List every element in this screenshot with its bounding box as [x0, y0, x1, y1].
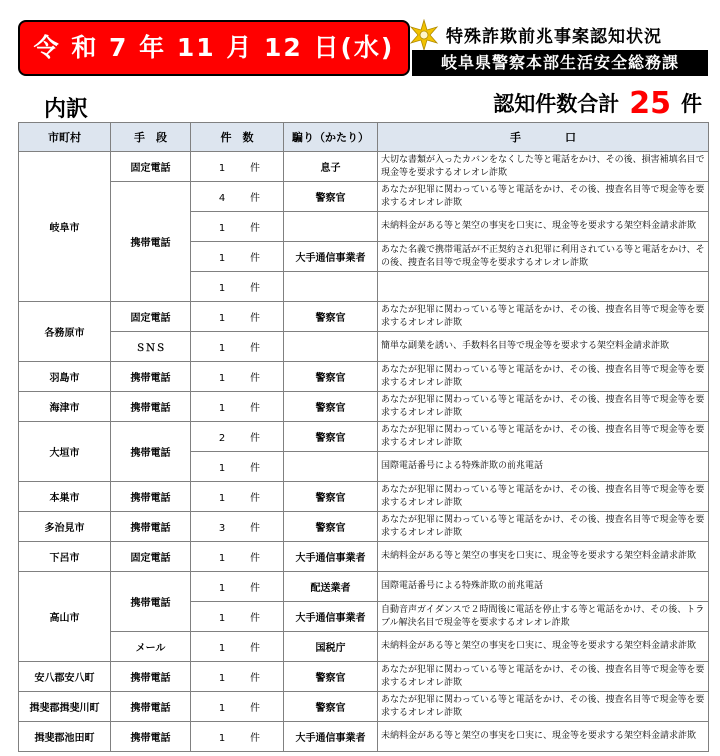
means-cell: 固定電話 [111, 542, 191, 572]
count-value: 1 [218, 583, 226, 594]
count-cell [191, 242, 284, 272]
means-cell: 携帯電話 [111, 182, 191, 302]
method-cell: 国際電話番号による特殊詐欺の前兆電話 [378, 572, 709, 602]
municipality-cell: 岐阜市 [19, 152, 111, 302]
count-value: 1 [218, 163, 226, 174]
count-unit: 件 [250, 343, 260, 354]
count-cell [191, 482, 284, 512]
impersonation-cell: 警察官 [284, 512, 378, 542]
count-unit: 件 [250, 733, 260, 744]
report-date: 令 和 7 年 11 月 12 日(水) [18, 20, 410, 76]
count-value: 1 [218, 313, 226, 324]
impersonation-cell [284, 332, 378, 362]
count-cell [191, 602, 284, 632]
table-row [19, 302, 709, 332]
municipality-cell: 高山市 [19, 572, 111, 662]
count-value: 1 [218, 343, 226, 354]
method-cell: あなたが犯罪に関わっている等と電話をかけ、その後、捜査名目等で現金等を要求するオレオレ詐欺 [378, 662, 709, 692]
police-emblem-icon [408, 19, 440, 51]
impersonation-cell: 警察官 [284, 362, 378, 392]
header-count: 件 数 [191, 123, 284, 152]
method-cell: あなたが犯罪に関わっている等と電話をかけ、その後、捜査名目等で現金等を要求するオレオレ詐欺 [378, 512, 709, 542]
header-means: 手 段 [111, 123, 191, 152]
impersonation-cell: 警察官 [284, 662, 378, 692]
total-count: 25 [629, 86, 671, 121]
means-cell: 携帯電話 [111, 692, 191, 722]
count-value: 1 [218, 223, 226, 234]
table-row [19, 422, 709, 452]
impersonation-cell: 警察官 [284, 302, 378, 332]
means-cell: 携帯電話 [111, 572, 191, 632]
count-unit: 件 [250, 223, 260, 234]
means-cell: 固定電話 [111, 152, 191, 182]
means-cell: 携帯電話 [111, 662, 191, 692]
count-cell [191, 512, 284, 542]
municipality-cell: 下呂市 [19, 542, 111, 572]
header-impersonation: 騙り（かたり） [284, 123, 378, 152]
impersonation-cell: 息子 [284, 152, 378, 182]
impersonation-cell: 警察官 [284, 482, 378, 512]
impersonation-cell: 大手通信事業者 [284, 242, 378, 272]
count-value: 1 [218, 673, 226, 684]
count-value: 1 [218, 253, 226, 264]
report-title: 特殊詐欺前兆事案認知状況 [446, 27, 662, 47]
method-cell: あなたが犯罪に関わっている等と電話をかけ、その後、捜査名目等で現金等を要求するオレオレ詐欺 [378, 302, 709, 332]
count-cell [191, 722, 284, 752]
count-unit: 件 [250, 613, 260, 624]
count-value: 3 [218, 523, 226, 534]
count-unit: 件 [250, 463, 260, 474]
count-value: 1 [218, 283, 226, 294]
header-method: 手 口 [378, 123, 709, 152]
municipality-cell: 揖斐郡揖斐川町 [19, 692, 111, 722]
impersonation-cell [284, 272, 378, 302]
count-value: 2 [218, 433, 226, 444]
total-unit: 件 [681, 92, 702, 116]
means-cell: 携帯電話 [111, 422, 191, 482]
method-cell: あなた名義で携帯電話が不正契約され犯罪に利用されている等と電話をかけ、その後、捜査名目等で現金等を要求するオレオレ詐欺 [378, 242, 709, 272]
count-cell [191, 302, 284, 332]
method-cell: あなたが犯罪に関わっている等と電話をかけ、その後、捜査名目等で現金等を要求するオレオレ詐欺 [378, 422, 709, 452]
means-cell: ＳＮＳ [111, 332, 191, 362]
count-cell [191, 182, 284, 212]
table-row [19, 482, 709, 512]
method-cell: 未納料金がある等と架空の事実を口実に、現金等を要求する架空料金請求詐欺 [378, 632, 709, 662]
count-unit: 件 [250, 523, 260, 534]
count-value: 1 [218, 463, 226, 474]
count-cell [191, 272, 284, 302]
count-cell [191, 392, 284, 422]
count-value: 1 [218, 733, 226, 744]
method-cell: あなたが犯罪に関わっている等と電話をかけ、その後、捜査名目等で現金等を要求するオレオレ詐欺 [378, 362, 709, 392]
count-cell [191, 662, 284, 692]
table-row [19, 152, 709, 182]
method-cell: あなたが犯罪に関わっている等と電話をかけ、その後、捜査名目等で現金等を要求するオレオレ詐欺 [378, 392, 709, 422]
means-cell: 携帯電話 [111, 392, 191, 422]
count-cell [191, 542, 284, 572]
count-value: 4 [218, 193, 226, 204]
count-unit: 件 [250, 493, 260, 504]
table-row [19, 332, 709, 362]
count-cell [191, 632, 284, 662]
municipality-cell: 揖斐郡池田町 [19, 722, 111, 752]
table-row [19, 692, 709, 722]
table-row [19, 512, 709, 542]
total-label: 認知件数合計 [493, 92, 620, 116]
method-cell: 自動音声ガイダンスで２時間後に電話を停止する等と電話をかけ、その後、トラブル解決名目で現金等を要求するオレオレ詐欺 [378, 602, 709, 632]
municipality-cell: 大垣市 [19, 422, 111, 482]
municipality-cell: 本巣市 [19, 482, 111, 512]
table-row [19, 362, 709, 392]
impersonation-cell [284, 452, 378, 482]
method-cell: あなたが犯罪に関わっている等と電話をかけ、その後、捜査名目等で現金等を要求するオレオレ詐欺 [378, 482, 709, 512]
method-cell: 未納料金がある等と架空の事実を口実に、現金等を要求する架空料金請求詐欺 [378, 722, 709, 752]
count-value: 1 [218, 373, 226, 384]
means-cell: 携帯電話 [111, 362, 191, 392]
count-unit: 件 [250, 313, 260, 324]
cases-table-body [19, 152, 709, 752]
impersonation-cell [284, 212, 378, 242]
table-row [19, 542, 709, 572]
count-unit: 件 [250, 673, 260, 684]
breakdown-label: 内訳 [44, 97, 89, 122]
count-cell [191, 452, 284, 482]
table-header-row [19, 123, 709, 152]
table-row [19, 572, 709, 602]
count-unit: 件 [250, 643, 260, 654]
count-cell [191, 572, 284, 602]
method-cell: 大切な書類が入ったカバンをなくした等と電話をかけ、その後、損害補填名目で現金等を要求するオレオレ詐欺 [378, 152, 709, 182]
method-cell: 未納料金がある等と架空の事実を口実に、現金等を要求する架空料金請求詐欺 [378, 212, 709, 242]
impersonation-cell: 警察官 [284, 422, 378, 452]
means-cell: 携帯電話 [111, 722, 191, 752]
impersonation-cell: 警察官 [284, 692, 378, 722]
table-row [19, 392, 709, 422]
count-cell [191, 692, 284, 722]
table-row [19, 632, 709, 662]
table-row [19, 722, 709, 752]
impersonation-cell: 大手通信事業者 [284, 722, 378, 752]
count-unit: 件 [250, 403, 260, 414]
count-unit: 件 [250, 253, 260, 264]
count-cell [191, 362, 284, 392]
impersonation-cell: 配送業者 [284, 572, 378, 602]
impersonation-cell: 警察官 [284, 182, 378, 212]
method-cell [378, 272, 709, 302]
municipality-cell: 海津市 [19, 392, 111, 422]
count-unit: 件 [250, 703, 260, 714]
count-unit: 件 [250, 283, 260, 294]
means-cell: 固定電話 [111, 302, 191, 332]
method-cell: 国際電話番号による特殊詐欺の前兆電話 [378, 452, 709, 482]
method-cell: あなたが犯罪に関わっている等と電話をかけ、その後、捜査名目等で現金等を要求するオレオレ詐欺 [378, 692, 709, 722]
count-value: 1 [218, 703, 226, 714]
department-name: 岐阜県警察本部生活安全総務課 [412, 50, 708, 76]
means-cell: 携帯電話 [111, 512, 191, 542]
count-unit: 件 [250, 433, 260, 444]
impersonation-cell: 警察官 [284, 392, 378, 422]
count-cell [191, 212, 284, 242]
count-unit: 件 [250, 373, 260, 384]
cases-table [18, 122, 709, 752]
header-municipality: 市町村 [19, 123, 111, 152]
municipality-cell: 多治見市 [19, 512, 111, 542]
total-count-summary [493, 86, 702, 121]
count-unit: 件 [250, 163, 260, 174]
count-unit: 件 [250, 553, 260, 564]
count-value: 1 [218, 553, 226, 564]
municipality-cell: 安八郡安八町 [19, 662, 111, 692]
impersonation-cell: 大手通信事業者 [284, 602, 378, 632]
count-cell [191, 422, 284, 452]
count-unit: 件 [250, 583, 260, 594]
method-cell: あなたが犯罪に関わっている等と電話をかけ、その後、捜査名目等で現金等を要求するオレオレ詐欺 [378, 182, 709, 212]
table-row [19, 662, 709, 692]
count-value: 1 [218, 403, 226, 414]
count-unit: 件 [250, 193, 260, 204]
method-cell: 簡単な副業を誘い、手数料名目等で現金等を要求する架空料金請求詐欺 [378, 332, 709, 362]
count-value: 1 [218, 613, 226, 624]
municipality-cell: 各務原市 [19, 302, 111, 362]
table-row [19, 182, 709, 212]
municipality-cell: 羽島市 [19, 362, 111, 392]
impersonation-cell: 大手通信事業者 [284, 542, 378, 572]
means-cell: 携帯電話 [111, 482, 191, 512]
count-value: 1 [218, 643, 226, 654]
count-value: 1 [218, 493, 226, 504]
impersonation-cell: 国税庁 [284, 632, 378, 662]
count-cell [191, 332, 284, 362]
count-cell [191, 152, 284, 182]
means-cell: メール [111, 632, 191, 662]
method-cell: 未納料金がある等と架空の事実を口実に、現金等を要求する架空料金請求詐欺 [378, 542, 709, 572]
